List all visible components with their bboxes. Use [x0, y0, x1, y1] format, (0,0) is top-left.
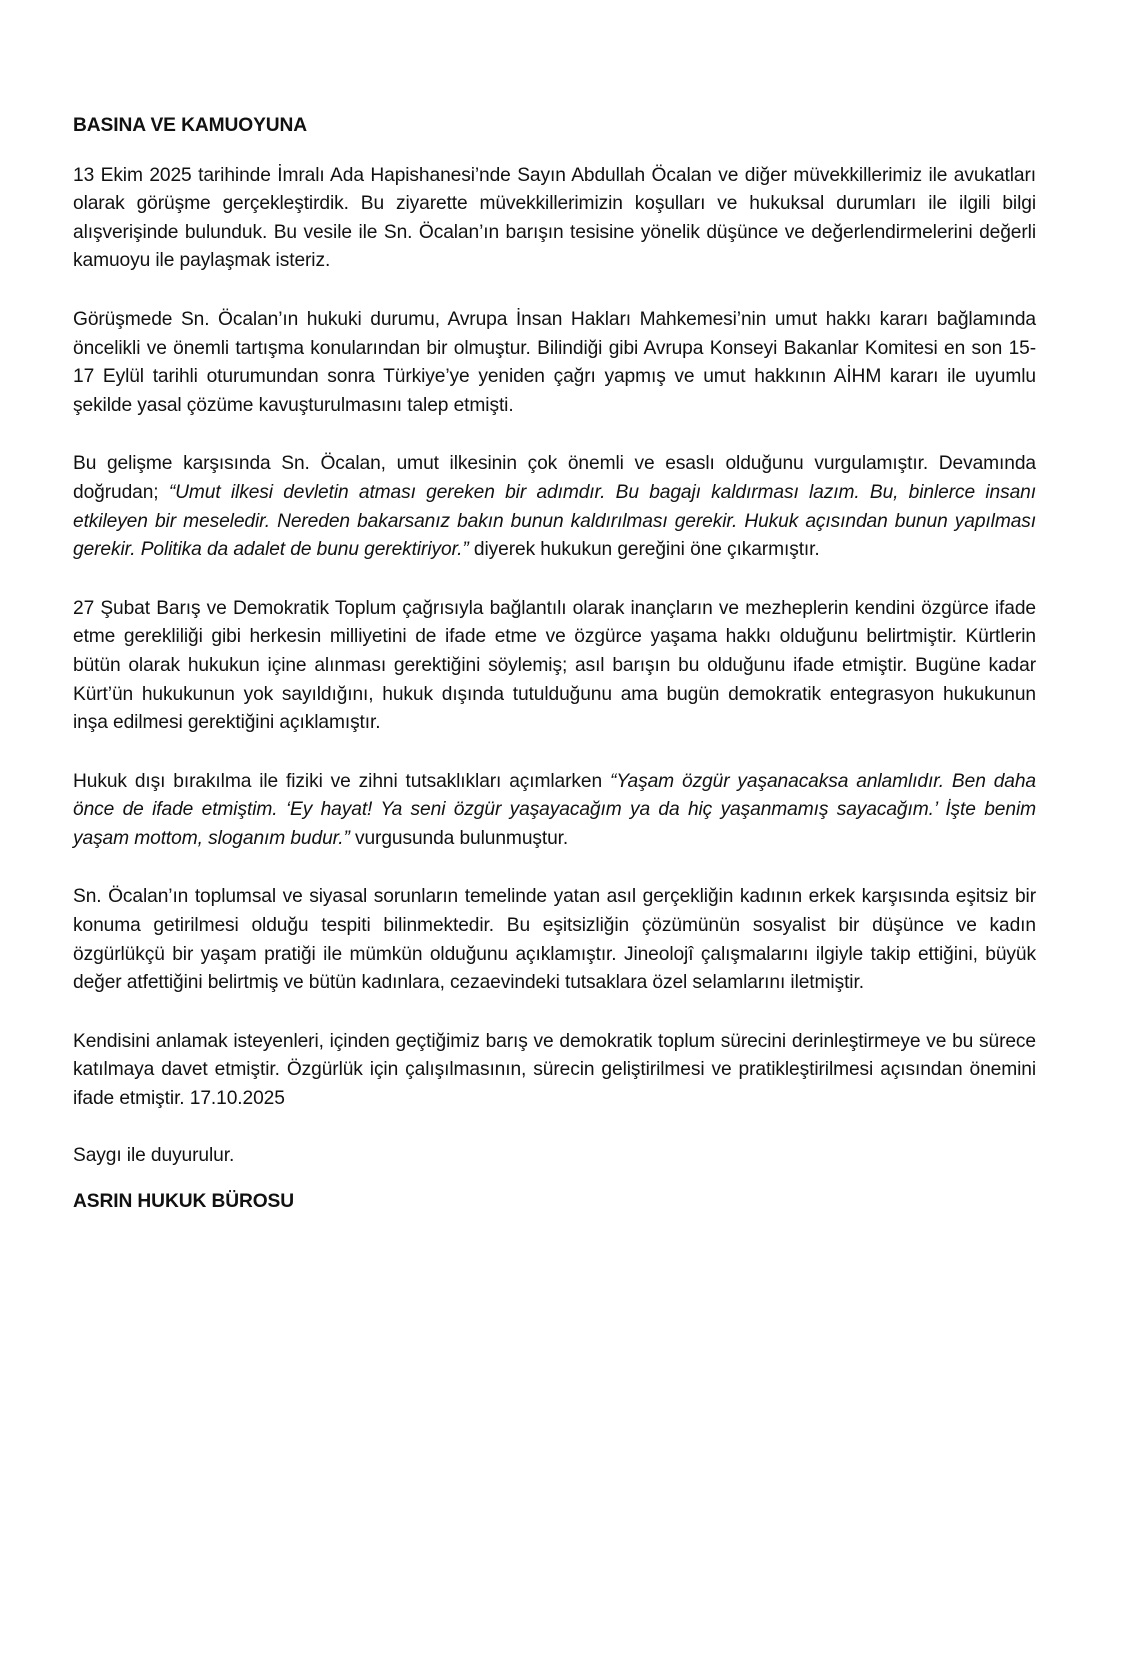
paragraph-text: 27 Şubat Barış ve Demokratik Toplum çağrısıyla bağlantılı olarak inançların ve mezheplerin kendini özgürce ifade etme gerekliliği gibi herkesin milliyetini de ifade etme ve özgürce yaşama hakkı olduğunu belirtmiştir. Kürtlerin bütün olarak hukukun içine alınması gerektiğini söylemiş; asıl barışın bu olduğunu ifade etmiştir. Bugüne kadar Kürt’ün hukukunun yok sayıldığını, hukuk dışında tutulduğunu ama bugün demokratik entegrasyon hukukunun inşa edilmesi gerektiğini açıklamıştır.	[73, 597, 1036, 734]
closing-line: Saygı ile duyurulur.	[73, 1144, 235, 1166]
paragraph-text: diyerek hukukun gereğini öne çıkarmıştır.	[468, 539, 820, 561]
paragraph-text: vurgusunda bulunmuştur.	[349, 827, 569, 849]
paragraph-text: Görüşmede Sn. Öcalan’ın hukuki durumu, Avrupa İnsan Hakları Mahkemesi’nin umut hakkı kararı bağlamında öncelikli ve önemli tartışma konularından bir olmuştur. Bilindiği gibi Avrupa Konseyi Bakanlar Komitesi en son 15-17 Eylül tarihli oturumundan sonra Türkiye’ye yeniden çağrı yapmış ve umut hakkının AİHM kararı ile uyumlu şekilde yasal çözüme kavuşturulmasını talep etmişti.	[73, 308, 1036, 416]
paragraph-1	[73, 162, 1036, 276]
document-page	[73, 112, 1036, 1217]
paragraph-5	[73, 768, 1036, 854]
paragraph-3	[73, 450, 1036, 564]
paragraph-2	[73, 306, 1036, 420]
signature: ASRIN HUKUK BÜROSU	[73, 1191, 294, 1213]
paragraph-6	[73, 883, 1036, 997]
paragraph-4	[73, 595, 1036, 738]
paragraph-7	[73, 1028, 1036, 1114]
quotation-italic: “Yaşam özgür yaşanacaksa anlamlıdır. Ben daha önce de ifade etmiştim. ‘Ey hayat! Ya seni özgür yaşayacağım ya da hiç yaşanmamış sayacağım.’ İşte benim yaşam mottom, sloganım budur.”	[73, 770, 1036, 849]
paragraph-text: Sn. Öcalan’ın toplumsal ve siyasal sorunların temelinde yatan asıl gerçekliğin kadının erkek karşısında eşitsiz bir konuma getirilmesi olduğu tespiti bilinmektedir. Bu eşitsizliğin çözümünün sosyalist bir düşünce ve kadın özgürlükçü bir yaşam pratiği ile mümkün olduğunu açıklamıştır. Jineolojî çalışmalarını ilgiyle takip ettiğini, büyük değer atfettiğini belirtmiş ve bütün kadınlara, cezaevindeki tutsaklara özel selamlarını iletmiştir.	[73, 886, 1036, 994]
paragraph-text: Kendisini anlamak isteyenleri, içinden geçtiğimiz barış ve demokratik toplum sürecini derinleştirmeye ve bu sürece katılmaya davet etmiştir. Özgürlük için çalışılmasının, sürecin geliştirilmesi ve pratikleştirilmesi açısından önemini ifade etmiştir. 17.10.2025	[73, 1030, 1036, 1110]
paragraph-text: 13 Ekim 2025 tarihinde İmralı Ada Hapishanesi’nde Sayın Abdullah Öcalan ve diğer müvekkillerimiz ile avukatları olarak görüşme gerçekleştirdik. Bu ziyarette müvekkillerimizin koşulları ve hukuksal durumları ile ilgili bilgi alışverişinde bulunduk. Bu vesile ile Sn. Öcalan’ın barışın tesisine yönelik düşünce ve değerlendirmelerini değerli kamuoyu ile paylaşmak isteriz.	[73, 164, 1036, 272]
document-heading: BASINA VE KAMUOYUNA	[73, 115, 308, 136]
quotation-italic: “Umut ilkesi devletin atması gereken bir adımdır. Bu bagajı kaldırması lazım. Bu, binlerce insanı etkileyen bir meseledir. Nereden bakarsanız bakın bunun kaldırılması gerekir. Hukuk açısından bunun yapılması gerekir. Politika da adalet de bunu gerektiriyor.”	[73, 481, 1036, 561]
paragraph-text: Hukuk dışı bırakılma ile fiziki ve zihni tutsaklıkları açımlarken	[73, 770, 610, 792]
paragraph-text: Bu gelişme karşısında Sn. Öcalan, umut ilkesinin çok önemli ve esaslı olduğunu vurgulamıştır. Devamında doğrudan;	[73, 453, 1036, 503]
